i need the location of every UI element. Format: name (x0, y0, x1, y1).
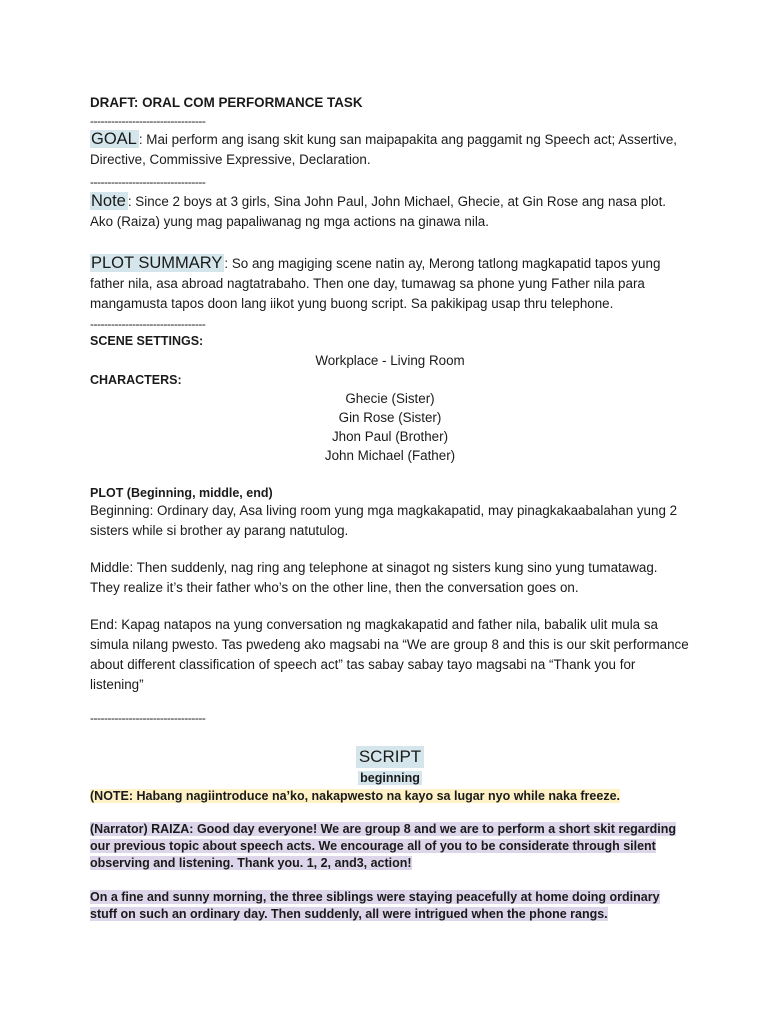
character-item: Ghecie (Sister) (345, 391, 435, 406)
character-item: Gin Rose (Sister) (338, 410, 442, 425)
separator: --------------------------------- (90, 317, 206, 331)
plot-middle: Middle: Then suddenly, nag ring ang telephone at sinagot ng sisters kung sino yung tumatawag. They realize it’s their father who’s on the other line, then the conversation goes on. (90, 560, 658, 595)
goal-section (90, 129, 690, 170)
character-item: Jhon Paul (Brother) (331, 429, 449, 444)
document-title: DRAFT: ORAL COM PERFORMANCE TASK (90, 95, 363, 110)
goal-label: GOAL (91, 130, 137, 148)
characters-label: CHARACTERS: (90, 373, 182, 387)
narrator-line-text: (Narrator) RAIZA: Good day everyone! We are group 8 and we are to perform a short skit regarding our previous topic about speech acts. We encourage all of you to be considerate through silent observing and listening. Thank you. 1, 2, and3, action! (90, 822, 676, 870)
script-section-heading (90, 769, 690, 787)
character-item: John Michael (Father) (324, 448, 456, 463)
goal-text: : Mai perform ang isang skit kung san maipapakita ang paggamit ng Speech act; Assertive, Directive, Commissive Expressive, Declaration. (90, 132, 678, 167)
script-title: SCRIPT (356, 746, 424, 768)
separator: --------------------------------- (90, 114, 206, 128)
narration-line-text: On a fine and sunny morning, the three siblings were staying peacefully at home doing ordinary stuff on such an ordinary day. Then suddenly, all were intrigued when the phone rangs. (90, 890, 660, 921)
plot-summary-label: PLOT SUMMARY (91, 254, 223, 272)
note-section (90, 191, 690, 232)
plot-end: End: Kapag natapos na yung conversation ng magkakapatid and father nila, babalik ulit mula sa simula nilang pwesto. Tas pwedeng ako magsabi na “We are group 8 and this is our skit performance about different classification of speech act” tas sabay sabay tayo magsabi na “Thank you for listening” (90, 617, 689, 692)
plot-beginning: Beginning: Ordinary day, Asa living room yung mga magkakapatid, may pinagkakaabalahan yung 2 sisters while si brother ay parang natutulog. (90, 503, 678, 538)
narrator-line (90, 821, 690, 872)
script-heading (90, 746, 690, 768)
script-note (90, 788, 690, 805)
script-section-label: beginning (360, 771, 420, 785)
separator: --------------------------------- (90, 711, 206, 725)
narration-line (90, 889, 690, 923)
note-text: : Since 2 boys at 3 girls, Sina John Paul, John Michael, Ghecie, at Gin Rose ang nasa plot. Ako (Raiza) yung mag papaliwanag ng mga actions na ginawa nila. (90, 194, 667, 229)
scene-settings-value: Workplace - Living Room (315, 353, 465, 368)
separator: --------------------------------- (90, 175, 206, 189)
characters-list (90, 389, 690, 466)
plot-summary-text: : So ang magiging scene natin ay, Merong tatlong magkapatid tapos yung father nila, asa abroad nagtatrabaho. Then one day, tumawag sa phone yung Father nila para mangamusta tapos doon lang iikot yung buong script. Sa pakikipag usap thru telephone. (90, 256, 661, 311)
plot-summary-section (90, 253, 690, 314)
scene-settings-label: SCENE SETTINGS: (90, 334, 204, 348)
note-label: Note (91, 192, 126, 210)
plot-label: PLOT (Beginning, middle, end) (90, 486, 273, 500)
script-note-text: (NOTE: Habang nagiintroduce na’ko, nakapwesto na kayo sa lugar nyo while naka freeze. (90, 789, 620, 803)
